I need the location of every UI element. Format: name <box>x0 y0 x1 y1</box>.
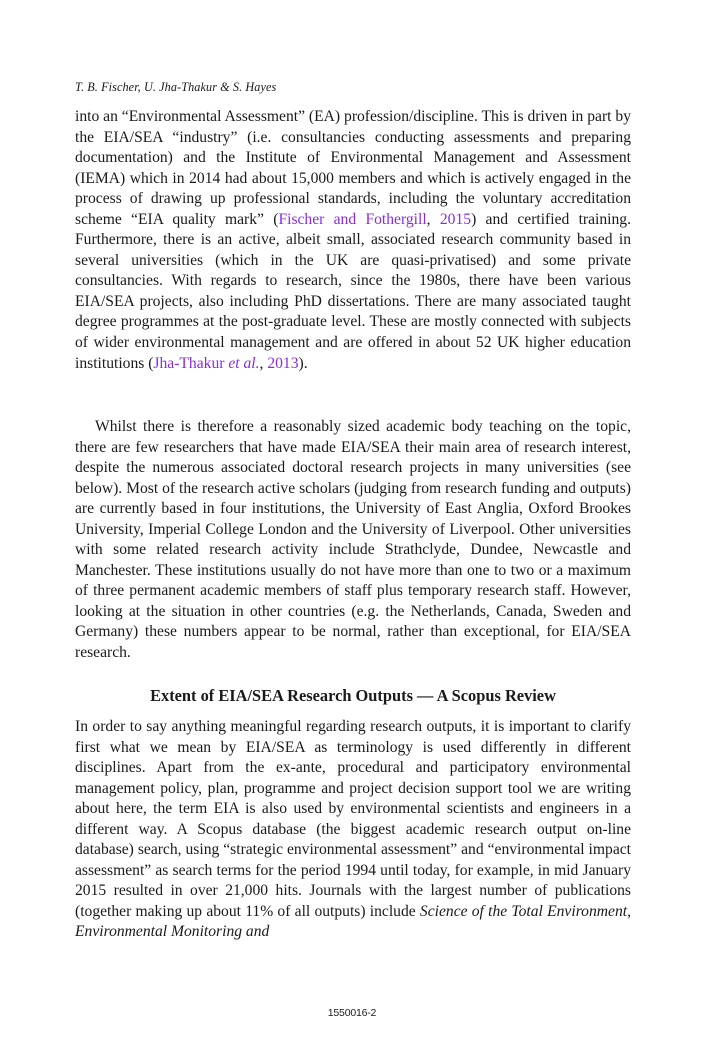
citation-link-2013[interactable]: 2013 <box>267 354 299 372</box>
paragraph-2 <box>75 417 631 664</box>
paragraph-1-text-a: into an “Environmental Assessment” (EA) profession/discipline. This is driven in part by the EIA/SEA “industry” (i.e. consultancies conducting assessments and preparing documentation) and the Institute of Environmental Management and Assessment (IEMA) which in 2014 had about 15,000 members and which is actively engaged in the process of drawing up professional standards, including the voluntary accreditation scheme “EIA quality mark” ( <box>75 108 631 228</box>
paragraph-3 <box>75 717 631 943</box>
section-heading: Extent of EIA/SEA Research Outputs — A Scopus Review <box>150 686 556 705</box>
journal-name-2: Environmental Monitoring and <box>75 923 270 941</box>
journal-separator: , <box>627 902 631 920</box>
paragraph-1-text-b: ) and certified training. Furthermore, there is an active, albeit small, associated research community based in several universities (which in the UK are quasi-privatised) and some private consultancies. With regards to research, since the 1980s, there have been various EIA/SEA projects, also including PhD dissertations. There are many associated taught degree programmes at the post-graduate level. These are mostly connected with subjects of wider environmental management and are offered in about 52 UK higher education institutions ( <box>75 210 631 372</box>
citation-et-al: et al. <box>228 354 260 372</box>
citation-link-jha-thakur[interactable] <box>153 355 259 372</box>
paragraph-2-text: Whilst there is therefore a reasonably sized academic body teaching on the topic, there are few researchers that have made EIA/SEA their main area of research interest, despite the numerous associated doctoral research projects in many universities (see below). Most of the research active scholars (judging from research funding and outputs) are currently based in four institutions, the University of East Anglia, Oxford Brookes University, Imperial College London and the University of Liverpool. Other universities with some related research activity include Strathclyde, Dundee, Newcastle and Manchester. These institutions usually do not have more than one to two or a maximum of three permanent academic members of staff plus temporary research staff. However, looking at the situation in other countries (e.g. the Netherlands, Canada, Sweden and Germany) these numbers appear to be normal, rather than exceptional, for EIA/SEA research. <box>75 418 631 662</box>
citation-separator: , <box>426 210 440 228</box>
paragraph-3-text: In order to say anything meaningful regarding research outputs, it is important to clarify first what we mean by EIA/SEA as terminology is used differently in different disciplines. Apart from the ex-ante, procedural and participatory environmental management policy, plan, programme and project decision support tool we are writing about here, the term EIA is also used by environmental scientists and engineers in a different way. A Scopus database (the biggest academic research output on-line database) search, using “strategic environmental assessment” and “environmental impact assessment” as search terms for the period 1994 until today, for example, in mid January 2015 resulted in over 21,000 hits. Journals with the largest number of publications (together making up about 11% of all outputs) include <box>75 718 631 920</box>
citation-link-2015[interactable]: 2015 <box>439 210 472 228</box>
citation-separator: , <box>259 354 268 372</box>
citation-author: Jha-Thakur <box>153 354 229 372</box>
running-head: T. B. Fischer, U. Jha-Thakur & S. Hayes <box>75 80 277 94</box>
paragraph-1 <box>75 107 631 374</box>
paragraph-1-text-c: ). <box>298 354 308 372</box>
journal-name-1: Science of the Total Environment <box>419 902 628 920</box>
page-number: 1550016-2 <box>327 1007 377 1019</box>
citation-link-fischer-fothergill[interactable]: Fischer and Fothergill <box>278 210 427 228</box>
